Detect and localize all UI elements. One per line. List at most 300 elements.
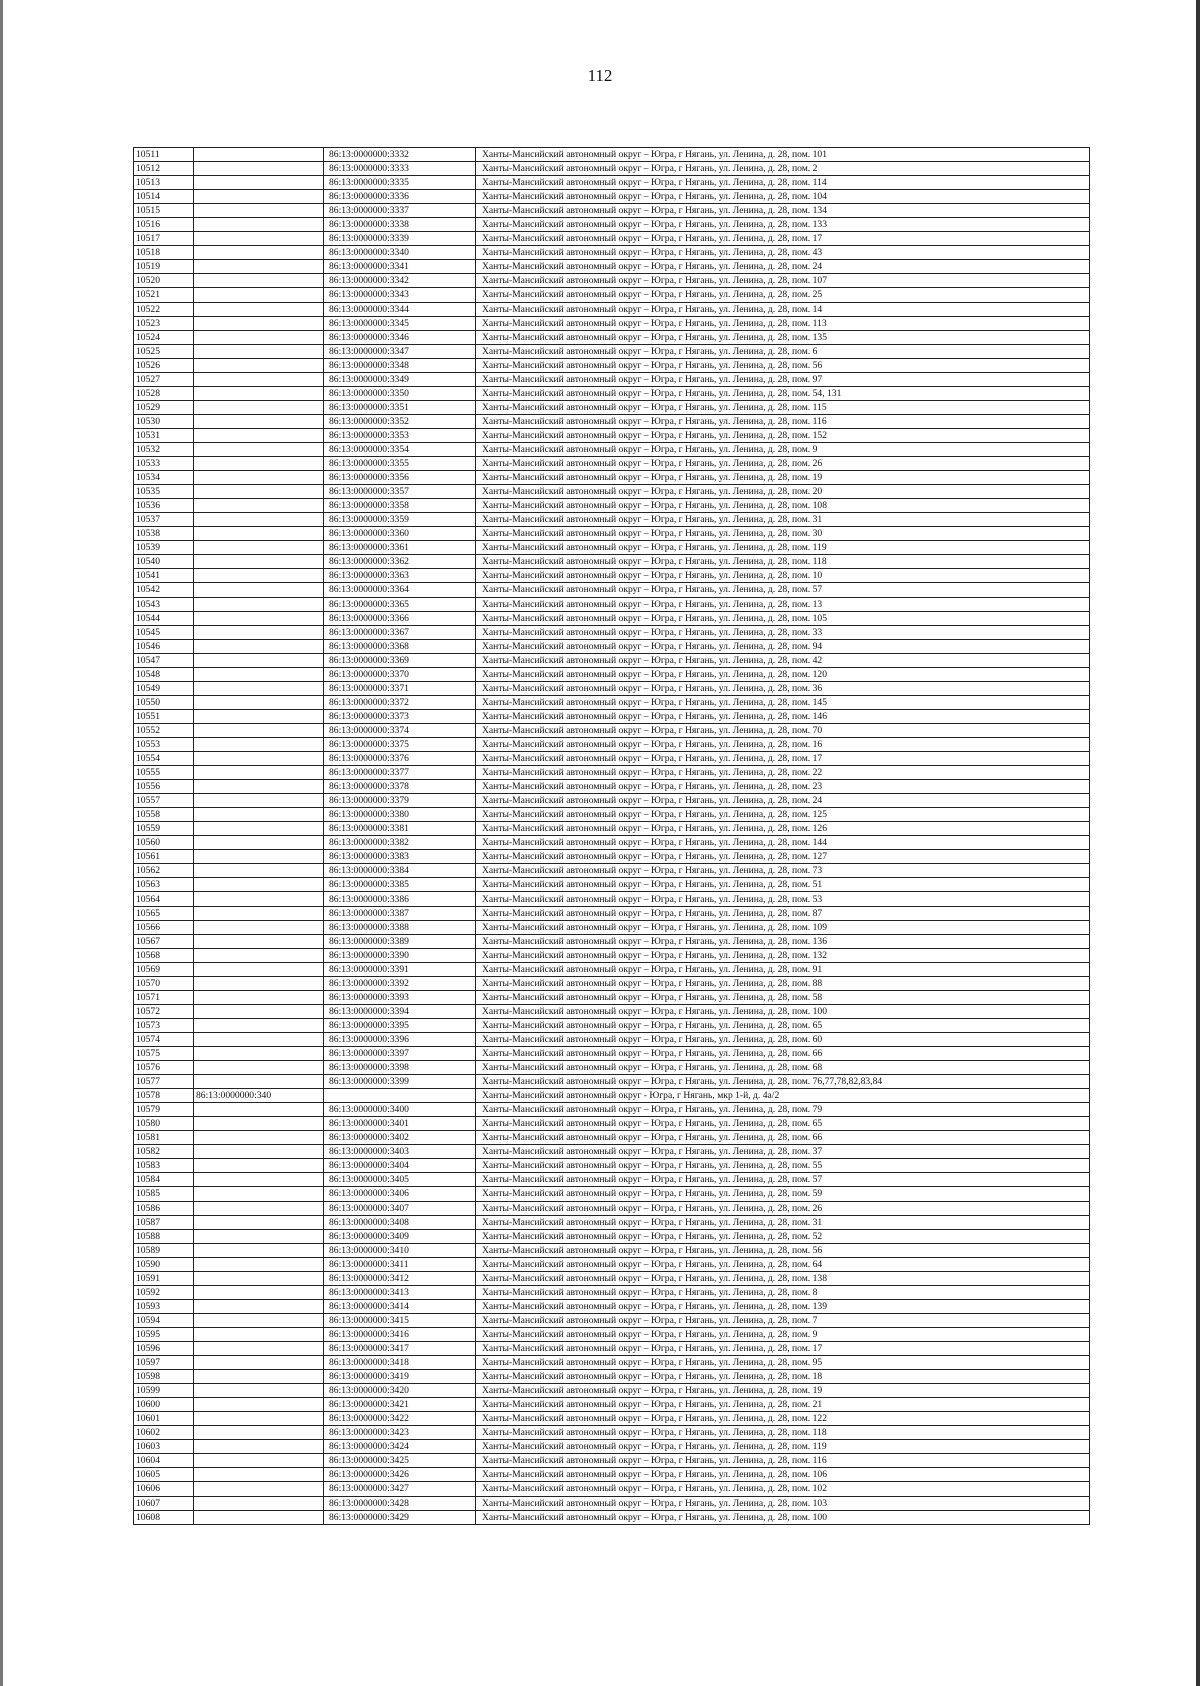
row-number-cell: 10556 xyxy=(134,780,194,794)
table-row xyxy=(134,527,1090,541)
table-row xyxy=(134,990,1090,1004)
premises-number: 135 xyxy=(812,331,827,343)
premises-number: 104 xyxy=(812,191,827,203)
table-row xyxy=(134,597,1090,611)
cadastral-number-cell: 86:13:0000000:3336 xyxy=(324,190,476,204)
row-number-cell: 10570 xyxy=(134,976,194,990)
table-row xyxy=(134,962,1090,976)
table-row xyxy=(134,499,1090,513)
cadastral-number-cell: 86:13:0000000:3375 xyxy=(324,737,476,751)
address-prefix: Ханты-Мансийский автономный округ – Югра, г Нягань, ул. Ленина, д. 28, пом. xyxy=(482,1019,813,1031)
address-prefix: Ханты-Мансийский автономный округ – Югра, г Нягань, ул. Ленина, д. 28, пом. xyxy=(482,359,813,371)
row-number-cell: 10523 xyxy=(134,316,194,330)
address-cell xyxy=(476,471,1090,485)
premises-number: 109 xyxy=(812,921,827,933)
address-cell xyxy=(476,892,1090,906)
cadastral-number-cell: 86:13:0000000:3365 xyxy=(324,597,476,611)
cadastral-number-cell: 86:13:0000000:3345 xyxy=(324,316,476,330)
building-cadastral-cell xyxy=(194,513,324,527)
premises-number: 119 xyxy=(812,542,827,554)
cadastral-number-cell: 86:13:0000000:3420 xyxy=(324,1384,476,1398)
row-number-cell: 10571 xyxy=(134,990,194,1004)
building-cadastral-cell xyxy=(194,1341,324,1355)
row-number-cell: 10560 xyxy=(134,836,194,850)
address-cell: Ханты-Мансийский автономный округ - Югра, г Нягань, мкр 1-й, д. 4а/2 xyxy=(476,1089,1090,1103)
address-prefix: Ханты-Мансийский автономный округ – Югра, г Нягань, ул. Ленина, д. 28, пом. xyxy=(482,1258,813,1270)
building-cadastral-cell xyxy=(194,386,324,400)
address-prefix: Ханты-Мансийский автономный округ – Югра, г Нягань, ул. Ленина, д. 28, пом. xyxy=(482,1160,813,1172)
address-cell xyxy=(476,1215,1090,1229)
address-prefix: Ханты-Мансийский автономный округ – Югра, г Нягань, ул. Ленина, д. 28, пом. xyxy=(482,753,813,765)
building-cadastral-cell xyxy=(194,428,324,442)
row-number-cell: 10551 xyxy=(134,709,194,723)
address-prefix: Ханты-Мансийский автономный округ – Югра, г Нягань, ул. Ленина, д. 28, пом. xyxy=(482,401,813,413)
cadastral-number-cell: 86:13:0000000:3409 xyxy=(324,1229,476,1243)
table-row xyxy=(134,780,1090,794)
premises-number: 14 xyxy=(812,303,823,315)
address-cell xyxy=(476,428,1090,442)
premises-number: 144 xyxy=(812,837,827,849)
table-row xyxy=(134,625,1090,639)
row-number-cell: 10516 xyxy=(134,218,194,232)
premises-number: 25 xyxy=(812,289,823,301)
building-cadastral-cell xyxy=(194,471,324,485)
table-row xyxy=(134,1215,1090,1229)
address-prefix: Ханты-Мансийский автономный округ – Югра, г Нягань, ул. Ленина, д. 28, пом. xyxy=(482,191,813,203)
address-cell xyxy=(476,386,1090,400)
address-prefix: Ханты-Мансийский автономный округ – Югра, г Нягань, ул. Ленина, д. 28, пом. xyxy=(482,626,813,638)
address-prefix: Ханты-Мансийский автономный округ – Югра, г Нягань, ул. Ленина, д. 28, пом. xyxy=(482,1300,813,1312)
table-row xyxy=(134,934,1090,948)
premises-number: 33 xyxy=(812,626,823,638)
address-prefix: Ханты-Мансийский автономный округ – Югра, г Нягань, ул. Ленина, д. 28, пом. xyxy=(482,1441,813,1453)
address-cell xyxy=(476,1032,1090,1046)
building-cadastral-cell xyxy=(194,583,324,597)
table-row xyxy=(134,218,1090,232)
address-cell xyxy=(476,218,1090,232)
building-cadastral-cell xyxy=(194,737,324,751)
building-cadastral-cell xyxy=(194,190,324,204)
address-prefix: Ханты-Мансийский автономный округ – Югра, г Нягань, ул. Ленина, д. 28, пом. xyxy=(482,1202,813,1214)
page-number: 112 xyxy=(587,66,613,85)
building-cadastral-cell xyxy=(194,1454,324,1468)
cadastral-number-cell: 86:13:0000000:3363 xyxy=(324,569,476,583)
cadastral-number-cell: 86:13:0000000:3359 xyxy=(324,513,476,527)
address-prefix: Ханты-Мансийский автономный округ – Югра, г Нягань, ул. Ленина, д. 28, пом. xyxy=(482,1357,813,1369)
address-prefix: Ханты-Мансийский автономный округ – Югра, г Нягань, ул. Ленина, д. 28, пом. xyxy=(482,331,813,343)
address-cell xyxy=(476,1426,1090,1440)
premises-number: 114 xyxy=(812,177,827,189)
address-cell xyxy=(476,836,1090,850)
address-cell xyxy=(476,1159,1090,1173)
table-row xyxy=(134,850,1090,864)
table-row xyxy=(134,864,1090,878)
row-number-cell: 10525 xyxy=(134,344,194,358)
address-prefix: Ханты-Мансийский автономный округ – Югра, г Нягань, ул. Ленина, д. 28, пом. xyxy=(482,1413,813,1425)
address-cell xyxy=(476,541,1090,555)
row-number-cell: 10572 xyxy=(134,1004,194,1018)
address-prefix: Ханты-Мансийский автономный округ – Югра, г Нягань, ул. Ленина, д. 28, пом. xyxy=(482,1497,813,1509)
address-cell xyxy=(476,316,1090,330)
building-cadastral-cell xyxy=(194,962,324,976)
address-cell xyxy=(476,681,1090,695)
premises-number: 13 xyxy=(812,598,823,610)
table-row xyxy=(134,288,1090,302)
building-cadastral-cell xyxy=(194,1032,324,1046)
address-cell xyxy=(476,611,1090,625)
premises-number: 43 xyxy=(812,247,823,259)
table-row xyxy=(134,1468,1090,1482)
building-cadastral-cell xyxy=(194,218,324,232)
cadastral-number-cell: 86:13:0000000:3393 xyxy=(324,990,476,1004)
table-row xyxy=(134,906,1090,920)
building-cadastral-cell xyxy=(194,1103,324,1117)
address-prefix: Ханты-Мансийский автономный округ – Югра, г Нягань, ул. Ленина, д. 28, пом. xyxy=(482,809,813,821)
table-row xyxy=(134,148,1090,162)
premises-number: 56 xyxy=(812,359,823,371)
row-number-cell: 10539 xyxy=(134,541,194,555)
table-row xyxy=(134,1187,1090,1201)
address-prefix: Ханты-Мансийский автономный округ – Югра, г Нягань, ул. Ленина, д. 28, пом. xyxy=(482,205,813,217)
premises-number: 24 xyxy=(812,795,823,807)
building-cadastral-cell xyxy=(194,808,324,822)
address-prefix: Ханты-Мансийский автономный округ – Югра, г Нягань, ул. Ленина, д. 28, пом. xyxy=(482,1483,813,1495)
premises-number: 87 xyxy=(812,907,823,919)
address-cell xyxy=(476,1075,1090,1089)
address-prefix: Ханты-Мансийский автономный округ – Югра, г Нягань, ул. Ленина, д. 28, пом. xyxy=(482,261,813,273)
building-cadastral-cell xyxy=(194,780,324,794)
premises-number: 57 xyxy=(812,1174,823,1186)
cadastral-number-cell: 86:13:0000000:3387 xyxy=(324,906,476,920)
cadastral-number-cell: 86:13:0000000:3338 xyxy=(324,218,476,232)
address-cell xyxy=(476,1468,1090,1482)
address-cell xyxy=(476,625,1090,639)
building-cadastral-cell xyxy=(194,1004,324,1018)
cadastral-number-cell: 86:13:0000000:3402 xyxy=(324,1131,476,1145)
row-number-cell: 10594 xyxy=(134,1313,194,1327)
premises-number: 105 xyxy=(812,612,827,624)
address-prefix: Ханты-Мансийский автономный округ – Югра, г Нягань, ул. Ленина, д. 28, пом. xyxy=(482,514,813,526)
row-number-cell: 10521 xyxy=(134,288,194,302)
table-row xyxy=(134,1089,1090,1103)
table-row xyxy=(134,709,1090,723)
table-row xyxy=(134,302,1090,316)
building-cadastral-cell xyxy=(194,176,324,190)
premises-number: 108 xyxy=(812,500,827,512)
table-row xyxy=(134,1131,1090,1145)
row-number-cell: 10582 xyxy=(134,1145,194,1159)
address-prefix: Ханты-Мансийский автономный округ – Югра, г Нягань, ул. Ленина, д. 28, пом. xyxy=(482,486,813,498)
table-body xyxy=(134,148,1090,1525)
address-prefix: Ханты-Мансийский автономный округ – Югра, г Нягань, ул. Ленина, д. 28, пом. xyxy=(482,907,813,919)
cadastral-number-cell: 86:13:0000000:3414 xyxy=(324,1299,476,1313)
address-cell xyxy=(476,1384,1090,1398)
address-cell xyxy=(476,1412,1090,1426)
address-prefix: Ханты-Мансийский автономный округ – Югра, г Нягань, ул. Ленина, д. 28, пом. xyxy=(482,1005,813,1017)
building-cadastral-cell xyxy=(194,1215,324,1229)
building-cadastral-cell xyxy=(194,822,324,836)
cadastral-number-cell: 86:13:0000000:3406 xyxy=(324,1187,476,1201)
address-cell xyxy=(476,597,1090,611)
building-cadastral-cell xyxy=(194,1370,324,1384)
building-cadastral-cell xyxy=(194,934,324,948)
premises-number: 100 xyxy=(812,1005,827,1017)
address-cell xyxy=(476,737,1090,751)
cadastral-number-cell: 86:13:0000000:3411 xyxy=(324,1257,476,1271)
address-cell xyxy=(476,1201,1090,1215)
address-prefix: Ханты-Мансийский автономный округ – Югра, г Нягань, ул. Ленина, д. 28, пом. xyxy=(482,851,813,863)
premises-number: 138 xyxy=(812,1272,827,1284)
address-prefix: Ханты-Мансийский автономный округ – Югра, г Нягань, ул. Ленина, д. 28, пом. xyxy=(482,991,813,1003)
address-cell xyxy=(476,1103,1090,1117)
table-row xyxy=(134,948,1090,962)
row-number-cell: 10586 xyxy=(134,1201,194,1215)
row-number-cell: 10576 xyxy=(134,1061,194,1075)
row-number-cell: 10526 xyxy=(134,358,194,372)
premises-number: 19 xyxy=(812,1385,823,1397)
cadastral-number-cell: 86:13:0000000:3356 xyxy=(324,471,476,485)
address-cell xyxy=(476,400,1090,414)
premises-number: 8 xyxy=(812,1286,818,1298)
row-number-cell: 10565 xyxy=(134,906,194,920)
row-number-cell: 10511 xyxy=(134,148,194,162)
building-cadastral-cell xyxy=(194,1285,324,1299)
building-cadastral-cell xyxy=(194,667,324,681)
cadastral-number-cell: 86:13:0000000:3349 xyxy=(324,372,476,386)
building-cadastral-cell xyxy=(194,850,324,864)
cadastral-number-cell: 86:13:0000000:3417 xyxy=(324,1341,476,1355)
premises-number: 2 xyxy=(812,163,818,175)
cadastral-number-cell: 86:13:0000000:3410 xyxy=(324,1243,476,1257)
cadastral-number-cell: 86:13:0000000:3386 xyxy=(324,892,476,906)
cadastral-number-cell: 86:13:0000000:3362 xyxy=(324,555,476,569)
building-cadastral-cell xyxy=(194,653,324,667)
table-row xyxy=(134,1201,1090,1215)
row-number-cell: 10537 xyxy=(134,513,194,527)
premises-number: 37 xyxy=(812,1146,823,1158)
building-cadastral-cell xyxy=(194,1384,324,1398)
row-number-cell: 10559 xyxy=(134,822,194,836)
address-cell xyxy=(476,414,1090,428)
row-number-cell: 10519 xyxy=(134,260,194,274)
row-number-cell: 10603 xyxy=(134,1440,194,1454)
table-row xyxy=(134,723,1090,737)
table-row xyxy=(134,1117,1090,1131)
table-row xyxy=(134,1299,1090,1313)
address-prefix: Ханты-Мансийский автономный округ – Югра, г Нягань, ул. Ленина, д. 28, пом. xyxy=(482,1469,813,1481)
cadastral-number-cell: 86:13:0000000:3341 xyxy=(324,260,476,274)
cadastral-number-cell: 86:13:0000000:3333 xyxy=(324,162,476,176)
building-cadastral-cell xyxy=(194,1075,324,1089)
table-row xyxy=(134,681,1090,695)
table-row xyxy=(134,1061,1090,1075)
address-cell xyxy=(476,204,1090,218)
table-row xyxy=(134,583,1090,597)
address-prefix: Ханты-Мансийский автономный округ – Югра, г Нягань, ул. Ленина, д. 28, пом. xyxy=(482,373,813,385)
row-number-cell: 10600 xyxy=(134,1398,194,1412)
cadastral-number-cell: 86:13:0000000:3395 xyxy=(324,1018,476,1032)
row-number-cell: 10543 xyxy=(134,597,194,611)
premises-number: 97 xyxy=(812,373,823,385)
building-cadastral-cell xyxy=(194,288,324,302)
row-number-cell: 10564 xyxy=(134,892,194,906)
building-cadastral-cell xyxy=(194,1187,324,1201)
address-prefix: Ханты-Мансийский автономный округ – Югра, г Нягань, ул. Ленина, д. 28, пом. xyxy=(482,345,813,357)
table-row xyxy=(134,1454,1090,1468)
cadastral-number-cell: 86:13:0000000:3373 xyxy=(324,709,476,723)
building-cadastral-cell xyxy=(194,232,324,246)
row-number-cell: 10538 xyxy=(134,527,194,541)
address-prefix: Ханты-Мансийский автономный округ – Югра, г Нягань, ул. Ленина, д. 28, пом. xyxy=(482,682,813,694)
premises-number: 17 xyxy=(812,753,823,765)
building-cadastral-cell xyxy=(194,330,324,344)
row-number-cell: 10584 xyxy=(134,1173,194,1187)
cadastral-number-cell: 86:13:0000000:3366 xyxy=(324,611,476,625)
address-cell xyxy=(476,766,1090,780)
premises-number: 127 xyxy=(812,851,827,863)
premises-number: 26 xyxy=(812,458,823,470)
address-prefix: Ханты-Мансийский автономный округ – Югра, г Нягань, ул. Ленина, д. 28, пом. xyxy=(482,542,813,554)
building-cadastral-cell xyxy=(194,1440,324,1454)
building-cadastral-cell xyxy=(194,681,324,695)
address-prefix: Ханты-Мансийский автономный округ – Югра, г Нягань, ул. Ленина, д. 28, пом. xyxy=(482,767,813,779)
address-cell xyxy=(476,1398,1090,1412)
cadastral-number-cell: 86:13:0000000:3424 xyxy=(324,1440,476,1454)
cadastral-number-cell: 86:13:0000000:3357 xyxy=(324,485,476,499)
address-cell xyxy=(476,822,1090,836)
row-number-cell: 10552 xyxy=(134,723,194,737)
premises-number: 120 xyxy=(812,668,827,680)
address-prefix: Ханты-Мансийский автономный округ – Югра, г Нягань, ул. Ленина, д. 28, пом. xyxy=(482,570,813,582)
address-cell xyxy=(476,1257,1090,1271)
address-prefix: Ханты-Мансийский автономный округ – Югра, г Нягань, ул. Ленина, д. 28, пом. xyxy=(482,444,813,455)
table-row xyxy=(134,737,1090,751)
row-number-cell: 10554 xyxy=(134,752,194,766)
address-prefix: Ханты-Мансийский автономный округ – Югра, г Нягань, ул. Ленина, д. 28, пом. xyxy=(482,1343,813,1354)
row-number-cell: 10568 xyxy=(134,948,194,962)
address-cell xyxy=(476,976,1090,990)
premises-number: 9 xyxy=(812,444,818,455)
table-row xyxy=(134,190,1090,204)
building-cadastral-cell xyxy=(194,148,324,162)
address-prefix: Ханты-Мансийский автономный округ – Югра, г Нягань, ул. Ленина, д. 28, пом. xyxy=(482,879,813,891)
row-number-cell: 10550 xyxy=(134,695,194,709)
building-cadastral-cell xyxy=(194,1356,324,1370)
address-prefix: Ханты-Мансийский автономный округ – Югра, г Нягань, ул. Ленина, д. 28, пом. xyxy=(482,738,813,750)
cadastral-number-cell: 86:13:0000000:3339 xyxy=(324,232,476,246)
address-cell xyxy=(476,752,1090,766)
premises-number: 17 xyxy=(812,1343,823,1354)
cadastral-number-cell: 86:13:0000000:3391 xyxy=(324,962,476,976)
cadastral-number-cell: 86:13:0000000:3332 xyxy=(324,148,476,162)
premises-number: 113 xyxy=(812,317,827,329)
premises-number: 22 xyxy=(812,767,823,779)
cadastral-number-cell: 86:13:0000000:3360 xyxy=(324,527,476,541)
table-row xyxy=(134,386,1090,400)
address-cell xyxy=(476,653,1090,667)
cadastral-number-cell: 86:13:0000000:3408 xyxy=(324,1215,476,1229)
premises-number: 23 xyxy=(812,781,823,793)
building-cadastral-cell xyxy=(194,948,324,962)
premises-number: 19 xyxy=(812,472,823,484)
table-row xyxy=(134,808,1090,822)
cadastral-number-cell: 86:13:0000000:3335 xyxy=(324,176,476,190)
row-number-cell: 10513 xyxy=(134,176,194,190)
address-prefix: Ханты-Мансийский автономный округ – Югра, г Нягань, ул. Ленина, д. 28, пом. xyxy=(482,149,813,161)
premises-number: 95 xyxy=(812,1357,823,1369)
building-cadastral-cell xyxy=(194,414,324,428)
address-prefix: Ханты-Мансийский автономный округ – Югра, г Нягань, ул. Ленина, д. 28, пом. xyxy=(482,1132,813,1144)
row-number-cell: 10566 xyxy=(134,920,194,934)
address-cell xyxy=(476,583,1090,597)
premises-number: 58 xyxy=(812,991,823,1003)
cadastral-number-cell: 86:13:0000000:3337 xyxy=(324,204,476,218)
row-number-cell: 10567 xyxy=(134,934,194,948)
scan-edge-right xyxy=(1196,0,1200,1686)
address-cell xyxy=(476,808,1090,822)
premises-number: 66 xyxy=(812,1048,823,1060)
premises-number: 100 xyxy=(812,1511,827,1523)
address-cell xyxy=(476,709,1090,723)
building-cadastral-cell xyxy=(194,1412,324,1426)
address-prefix: Ханты-Мансийский автономный округ – Югра, г Нягань, ул. Ленина, д. 28, пом. xyxy=(482,1146,813,1158)
premises-number: 116 xyxy=(812,1455,827,1467)
row-number-cell: 10512 xyxy=(134,162,194,176)
address-cell xyxy=(476,457,1090,471)
address-prefix: Ханты-Мансийский автономный округ – Югра, г Нягань, ул. Ленина, д. 28, пом. xyxy=(482,289,813,301)
building-cadastral-cell xyxy=(194,1398,324,1412)
building-cadastral-cell xyxy=(194,344,324,358)
row-number-cell: 10517 xyxy=(134,232,194,246)
address-cell xyxy=(476,1187,1090,1201)
address-cell xyxy=(476,1341,1090,1355)
premises-number: 94 xyxy=(812,640,823,652)
row-number-cell: 10514 xyxy=(134,190,194,204)
cadastral-number-cell: 86:13:0000000:3396 xyxy=(324,1032,476,1046)
premises-number: 56 xyxy=(812,1244,823,1256)
building-cadastral-cell xyxy=(194,499,324,513)
table-row xyxy=(134,667,1090,681)
building-cadastral-cell xyxy=(194,316,324,330)
building-cadastral-cell xyxy=(194,625,324,639)
address-prefix: Ханты-Мансийский автономный округ – Югра, г Нягань, ул. Ленина, д. 28, пом. xyxy=(482,233,813,245)
row-number-cell: 10608 xyxy=(134,1510,194,1524)
cadastral-number-cell: 86:13:0000000:3384 xyxy=(324,864,476,878)
table-row xyxy=(134,822,1090,836)
table-row xyxy=(134,569,1090,583)
row-number-cell: 10598 xyxy=(134,1370,194,1384)
row-number-cell: 10545 xyxy=(134,625,194,639)
cadastral-number-cell: 86:13:0000000:3340 xyxy=(324,246,476,260)
cadastral-number-cell: 86:13:0000000:3344 xyxy=(324,302,476,316)
building-cadastral-cell xyxy=(194,162,324,176)
address-cell xyxy=(476,1356,1090,1370)
building-cadastral-cell xyxy=(194,709,324,723)
table-row xyxy=(134,653,1090,667)
building-cadastral-cell xyxy=(194,372,324,386)
table-row xyxy=(134,1384,1090,1398)
premises-number: 88 xyxy=(812,977,823,989)
building-cadastral-cell xyxy=(194,892,324,906)
building-cadastral-cell xyxy=(194,906,324,920)
building-cadastral-cell xyxy=(194,1257,324,1271)
address-cell xyxy=(476,1145,1090,1159)
premises-number: 122 xyxy=(812,1413,827,1425)
row-number-cell: 10534 xyxy=(134,471,194,485)
address-prefix: Ханты-Мансийский автономный округ – Югра, г Нягань, ул. Ленина, д. 28, пом. xyxy=(482,1427,813,1439)
address-prefix: Ханты-Мансийский автономный округ – Югра, г Нягань, ул. Ленина, д. 28, пом. xyxy=(482,1118,813,1130)
building-cadastral-cell xyxy=(194,457,324,471)
